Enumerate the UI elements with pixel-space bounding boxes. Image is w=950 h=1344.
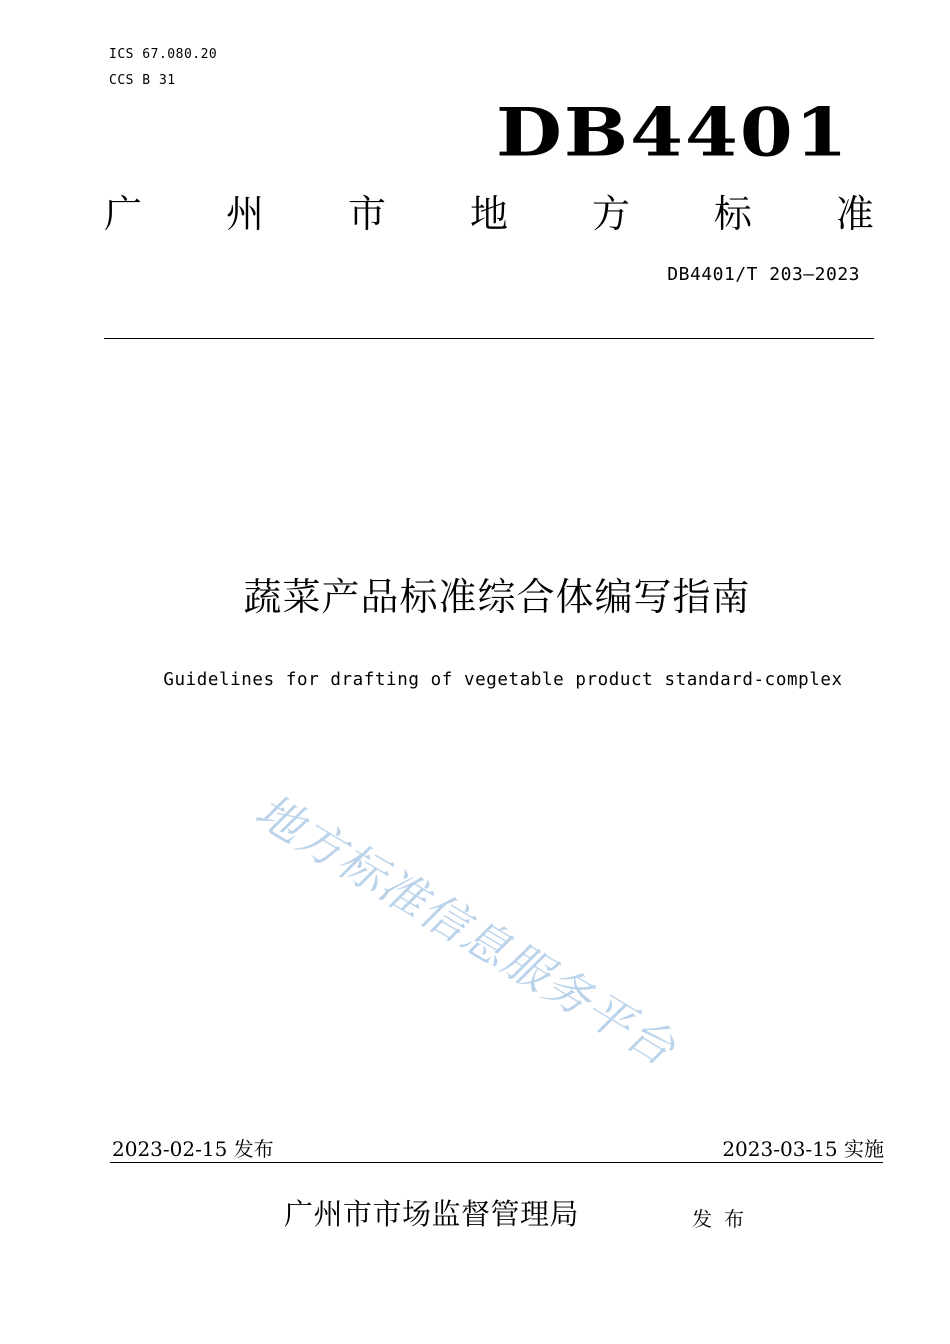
standard-type-char: 准 — [835, 191, 874, 236]
ccs-code: CCS B 31 — [109, 73, 176, 88]
document-title-en — [0, 670, 950, 690]
standard-type-char: 广 — [104, 191, 143, 236]
ics-code: ICS 67.080.20 — [109, 47, 218, 62]
document-title-en-text: Guidelines for drafting of vegetable product standard-complex — [163, 670, 843, 690]
document-title-zh-text: 蔬菜产品标准综合体编写指南 — [243, 575, 751, 619]
standard-number: DB4401/T 203—2023 — [667, 264, 860, 285]
standard-type-char: 方 — [591, 191, 630, 236]
document-title-zh — [0, 566, 950, 621]
implementation-date: 2023-03-15 实施 — [722, 1137, 884, 1161]
standard-type-char: 标 — [713, 191, 752, 236]
footer-divider — [110, 1162, 883, 1163]
watermark-text: 地方标准信息服务平台 — [246, 783, 686, 1077]
watermark — [240, 780, 800, 1120]
standard-type-char: 州 — [225, 191, 264, 236]
header-divider — [104, 338, 874, 339]
issue-date: 2023-02-15 发布 — [112, 1137, 274, 1161]
issuer-action: 发布 — [692, 1207, 756, 1231]
issuing-authority: 广州市市场监督管理局 — [284, 1197, 580, 1231]
standard-type-char: 地 — [469, 191, 508, 236]
db-code-logo: DB4401 — [496, 92, 850, 172]
standard-type-char: 市 — [347, 191, 386, 236]
standard-type — [104, 185, 874, 235]
